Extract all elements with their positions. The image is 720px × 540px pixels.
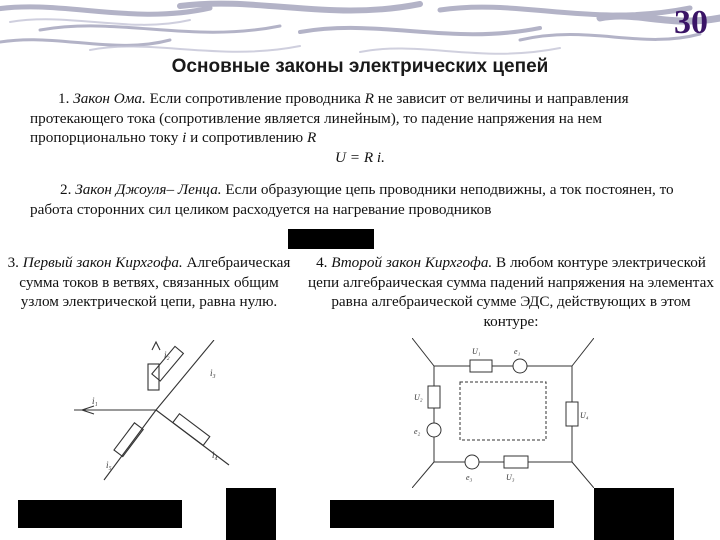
page-title: Основные законы электрических цепей	[171, 56, 549, 77]
fig2-label-u2: U₂	[414, 393, 423, 402]
ohm-intro: 1.	[58, 90, 74, 107]
redacted-box	[226, 488, 276, 540]
kirchhoff-second-law	[305, 253, 717, 331]
ohm-formula: U = R i.	[335, 148, 385, 166]
fig2-label-u4: U₄	[580, 411, 589, 420]
k1-intro: 3.	[7, 254, 23, 271]
fig2-label-e1: e₁	[514, 347, 521, 356]
ohm-symbol-i: i	[182, 129, 187, 146]
joule-law-name: Закон Джоуля– Ленца.	[75, 181, 222, 198]
joule-intro: 2.	[60, 181, 76, 198]
k2-intro: 4.	[316, 254, 332, 271]
ohm-text-c: и сопротивлению	[186, 129, 307, 146]
k2-text: В любом контуре электрической цепи алгебраическая сумма падений напряжения на элементах равна алгебраической сумме ЭДС, действующих в этом контуре:	[308, 254, 714, 330]
fig1-label-i2: i₂	[164, 350, 170, 360]
ohm-symbol-r: R	[364, 90, 374, 107]
ohm-law-paragraph	[30, 89, 690, 167]
k1-text: Алгебраическая сумма токов в ветвях, связанных общим узлом электрической цепи, равна нулю.	[19, 254, 291, 310]
fig2-label-e3: e₃	[466, 473, 473, 482]
kirchhoff-first-law	[4, 253, 294, 312]
ohm-text-b: не зависит от величины и направления протекающего тока (сопротивление является линейным), то падение напряжения на нем пропорционально току	[30, 90, 629, 146]
ohm-symbol-r2: R	[306, 129, 317, 146]
fig2-label-u3: U₃	[506, 473, 515, 482]
kirchhoff1-node-diagram	[64, 340, 239, 490]
k2-law-name: Второй закон Кирхгофа.	[331, 254, 493, 271]
fig2-label-e2: e₂	[414, 427, 421, 436]
kirchhoff2-loop-diagram	[412, 338, 594, 488]
fig1-label-i1: i₁	[92, 396, 98, 406]
redacted-box	[594, 488, 674, 540]
k1-law-name: Первый закон Кирхгофа.	[22, 254, 183, 271]
ohm-text-a: Если сопротивление проводника	[145, 90, 365, 107]
joule-law-paragraph	[30, 180, 690, 219]
slide-number: 30	[674, 4, 708, 41]
redacted-box	[330, 500, 554, 528]
ohm-law-name: Закон Ома.	[73, 90, 146, 107]
fig1-label-i4: i₄	[212, 450, 218, 460]
fig2-label-u1: U₁	[472, 347, 481, 356]
redacted-box	[288, 229, 374, 249]
redacted-box	[18, 500, 182, 528]
fig1-label-extra: i₅	[106, 460, 112, 470]
joule-text: Если образующие цепь проводники неподвижны, а ток постоянен, то работа сторонних сил целиком расходуется на нагревание проводников	[30, 181, 674, 218]
fig1-label-i3: i₃	[210, 368, 216, 378]
